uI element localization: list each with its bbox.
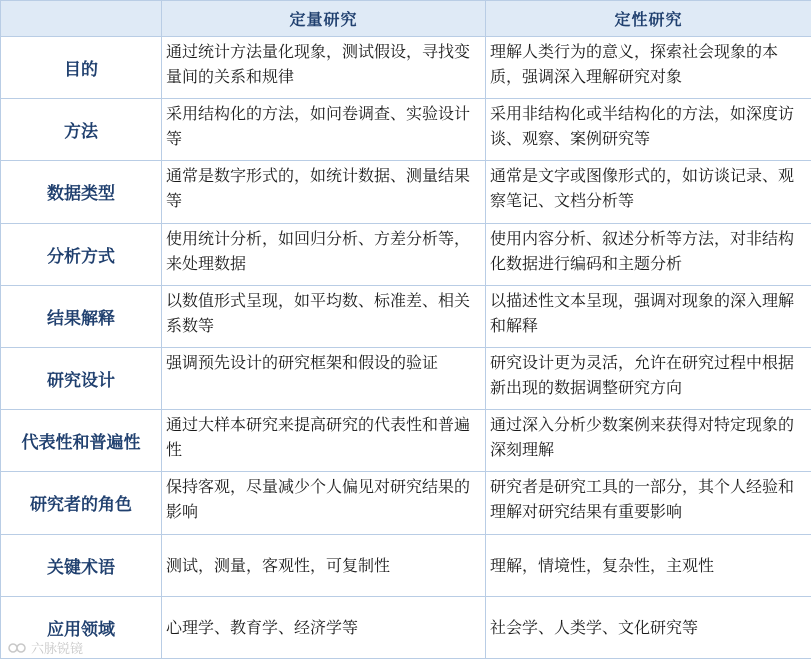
header-corner-cell [1,1,162,37]
quantitative-cell: 以数值形式呈现，如平均数、标准差、相关系数等 [162,285,486,347]
header-qualitative: 定性研究 [486,1,811,37]
table-header [1,1,811,37]
header-quantitative: 定量研究 [162,1,486,37]
table-row [1,161,811,223]
table-body [1,37,811,659]
row-label: 结果解释 [1,285,162,347]
quantitative-cell: 采用结构化的方法，如问卷调查、实验设计等 [162,99,486,161]
quantitative-cell: 通过统计方法量化现象，测试假设，寻找变量间的关系和规律 [162,37,486,99]
quantitative-cell: 使用统计分析，如回归分析、方差分析等，来处理数据 [162,223,486,285]
qualitative-cell: 通常是文字或图像形式的，如访谈记录、观察笔记、文档分析等 [486,161,811,223]
table-row [1,472,811,534]
quantitative-cell: 保持客观，尽量减少个人偏见对研究结果的影响 [162,472,486,534]
quantitative-cell: 强调预先设计的研究框架和假设的验证 [162,347,486,409]
qualitative-cell: 研究者是研究工具的一部分，其个人经验和理解对研究结果有重要影响 [486,472,811,534]
qualitative-cell: 通过深入分析少数案例来获得对特定现象的深刻理解 [486,410,811,472]
row-label: 应用领域 [1,596,162,658]
table-row [1,37,811,99]
row-label: 目的 [1,37,162,99]
watermark-text: 六脉锐镜 [31,642,84,657]
row-label: 分析方式 [1,223,162,285]
qualitative-cell: 研究设计更为灵活，允许在研究过程中根据新出现的数据调整研究方向 [486,347,811,409]
qualitative-cell: 以描述性文本呈现，强调对现象的深入理解和解释 [486,285,811,347]
row-label: 研究设计 [1,347,162,409]
row-label: 方法 [1,99,162,161]
row-label: 数据类型 [1,161,162,223]
quantitative-cell: 通常是数字形式的，如统计数据、测量结果等 [162,161,486,223]
header-row [1,1,811,37]
qualitative-cell: 使用内容分析、叙述分析等方法，对非结构化数据进行编码和主题分析 [486,223,811,285]
quantitative-cell: 心理学、教育学、经济学等 [162,596,486,658]
row-label: 代表性和普遍性 [1,410,162,472]
table-row [1,534,811,596]
qualitative-cell: 理解人类行为的意义，探索社会现象的本质，强调深入理解研究对象 [486,37,811,99]
qualitative-cell: 理解，情境性，复杂性，主观性 [486,534,811,596]
table-row [1,285,811,347]
qualitative-cell: 采用非结构化或半结构化的方法，如深度访谈、观察、案例研究等 [486,99,811,161]
quantitative-cell: 测试，测量，客观性，可复制性 [162,534,486,596]
table-row [1,596,811,658]
table-row [1,223,811,285]
row-label: 研究者的角色 [1,472,162,534]
table-row [1,347,811,409]
table-row [1,99,811,161]
qualitative-cell: 社会学、人类学、文化研究等 [486,596,811,658]
row-label: 关键术语 [1,534,162,596]
quantitative-cell: 通过大样本研究来提高研究的代表性和普遍性 [162,410,486,472]
table-row [1,410,811,472]
